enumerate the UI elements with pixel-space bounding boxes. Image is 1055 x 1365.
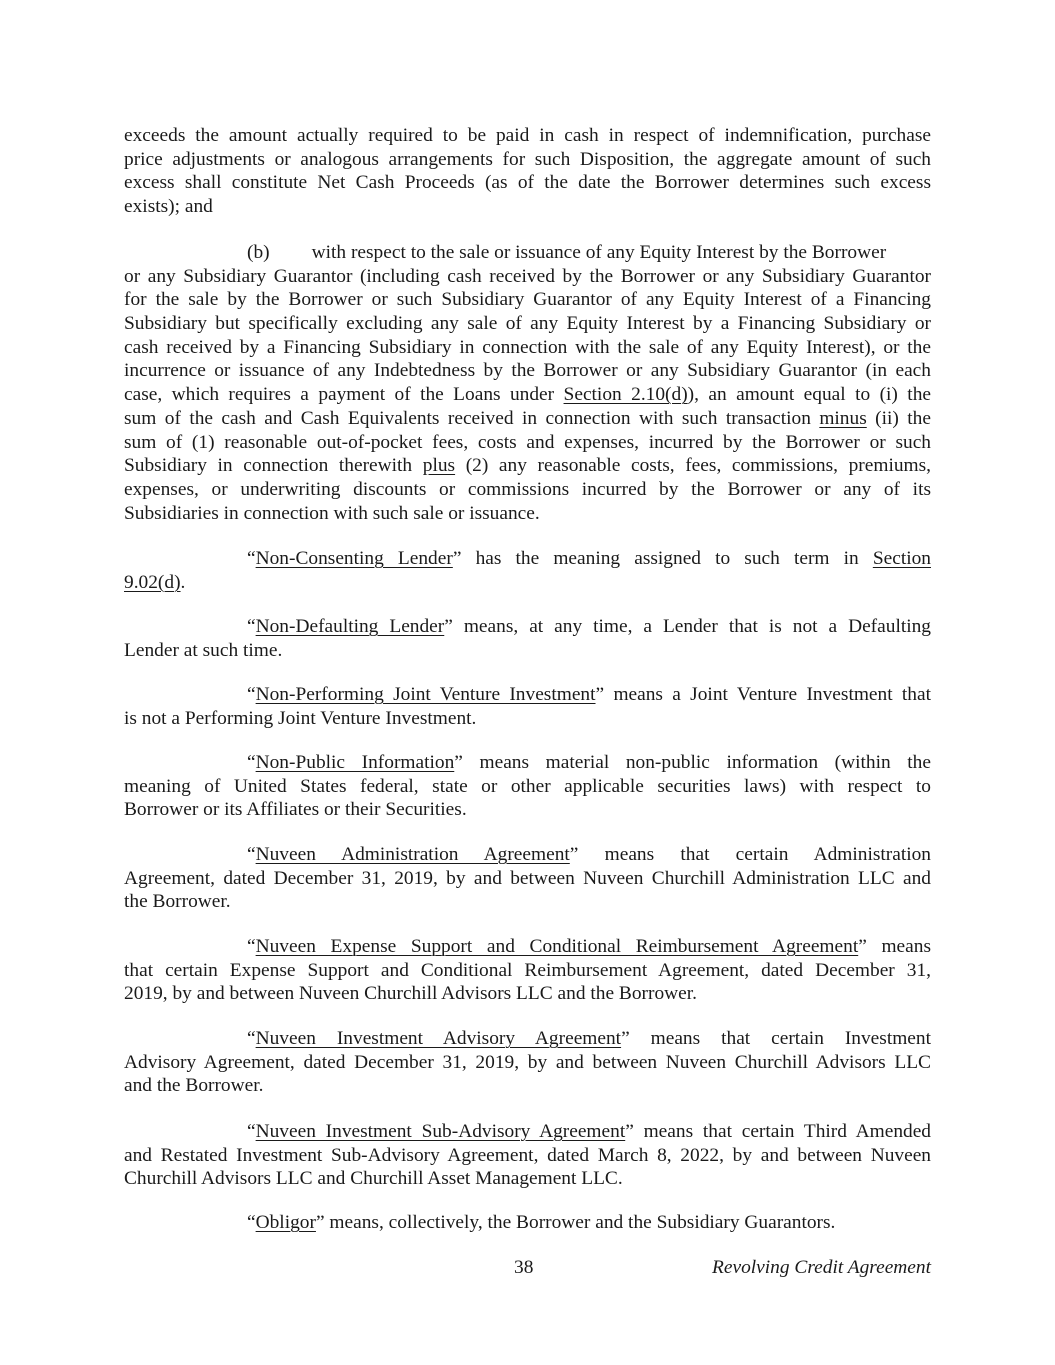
quote-close: ” (858, 936, 867, 957)
text-line: 2019, by and between Nuveen Churchill Advisors LLC and the Borrower. (124, 983, 697, 1005)
definition-non-public-information (124, 751, 931, 822)
defined-term: Non-Performing Joint Venture Investment (255, 684, 596, 705)
text-line: expenses, or underwriting discounts or commissions incurred by the Borrower or any of its (124, 478, 931, 500)
quote-open: “ (247, 548, 256, 569)
quote-open: “ (247, 1028, 256, 1049)
text-line: Agreement, dated December 31, 2019, by and between Nuveen Churchill Administration LLC and (124, 867, 931, 889)
text-line: Subsidiary but specifically excluding any sale of any Equity Interest by a Financing Subsidiary or (124, 313, 931, 335)
text-run: (ii) the (875, 407, 931, 429)
definition-non-performing-jv-investment (124, 683, 931, 730)
paragraph-clause-b (124, 241, 931, 525)
text-line (124, 547, 931, 571)
text-line (124, 407, 931, 431)
text-run: has the meaning assigned to such term in (475, 548, 859, 569)
clause-text: with respect to the sale or issuance of any Equity Interest by the Borrower (311, 242, 887, 263)
definition-obligor (124, 1211, 931, 1235)
page-number: 38 (514, 1257, 534, 1278)
defined-term: Nuveen Investment Advisory Agreement (255, 1028, 622, 1049)
text-line: for the sale by the Borrower or such Subsidiary Guarantor of any Equity Interest of a Financing (124, 289, 931, 311)
text-line: is not a Performing Joint Venture Investment. (124, 707, 477, 729)
text-line: Advisory Agreement, dated December 31, 2019, by and between Nuveen Churchill Advisors LLC (124, 1051, 931, 1073)
text-run: (2) any reasonable costs, fees, commissions, premiums, (465, 455, 932, 477)
text-run: means that certain Investment (650, 1028, 931, 1049)
text-line (124, 1120, 931, 1144)
text-line: price adjustments or analogous arrangements for such Disposition, the aggregate amount of such (124, 148, 931, 170)
text-run: ), an amount equal to (i) the (687, 384, 931, 406)
text-run: means material non-public information (within the (479, 752, 931, 773)
text-run: means that certain Administration (604, 844, 931, 865)
defined-term: Non-Public Information (255, 752, 455, 773)
text-line (124, 935, 931, 959)
defined-term: Non-Defaulting Lender (255, 616, 445, 637)
quote-close: ” (452, 548, 462, 569)
quote-close: ” (454, 752, 463, 773)
text-line: Borrower or its Affiliates or their Securities. (124, 799, 467, 821)
text-run: Subsidiary in connection therewith (124, 455, 413, 477)
quote-open: “ (247, 844, 256, 865)
text-line (124, 383, 931, 407)
text-line: Lender at such time. (124, 639, 283, 661)
defined-term: Nuveen Expense Support and Conditional Reimbursement Agreement (255, 936, 859, 957)
quote-open: “ (247, 616, 256, 637)
page-footer (0, 1256, 1055, 1280)
text-line: meaning of United States federal, state or other applicable securities laws) with respect to (124, 775, 931, 797)
text-line: exists); and (124, 196, 213, 218)
quote-close: ” (621, 1028, 630, 1049)
quote-open: “ (247, 936, 256, 957)
paragraph-net-cash-proceeds-continued (124, 124, 931, 219)
quote-close: ” (444, 616, 453, 637)
text-line (124, 571, 931, 595)
definition-nuveen-investment-sub-advisory-agreement (124, 1120, 931, 1191)
text-line (124, 615, 931, 639)
defined-term: Non-Consenting Lender (255, 548, 453, 569)
text-line: sum of (1) reasonable out-of-pocket fees, costs and expenses, incurred by the Borrower or such (124, 431, 931, 453)
emphasis-plus: plus (422, 455, 456, 477)
quote-close: ” (595, 684, 605, 705)
definition-nuveen-investment-advisory-agreement (124, 1027, 931, 1098)
quote-open: “ (247, 1212, 256, 1233)
text-line (124, 1211, 931, 1235)
text-line: the Borrower. (124, 891, 231, 913)
text-run: means that certain Third Amended (643, 1121, 932, 1142)
quote-open: “ (247, 1121, 256, 1142)
quote-open: “ (247, 684, 256, 705)
quote-close: ” (569, 844, 579, 865)
text-run: means a Joint Venture Investment that (613, 684, 931, 705)
text-line: excess shall constitute Net Cash Proceeds (as of the date the Borrower determines such excess (124, 172, 931, 194)
clause-label: (b) (247, 242, 270, 263)
text-run: means (881, 936, 931, 957)
text-line (124, 1027, 931, 1051)
text-line (124, 454, 931, 478)
defined-term: Nuveen Investment Sub-Advisory Agreement (255, 1121, 626, 1142)
text-line (124, 683, 931, 707)
text-line: and Restated Investment Sub-Advisory Agreement, dated March 8, 2022, by and between Nuveen (124, 1144, 931, 1166)
text-run: sum of the cash and Cash Equivalents received in connection with such transaction (124, 407, 811, 429)
text-line (124, 241, 931, 265)
emphasis-minus: minus (819, 407, 867, 429)
section-reference-link[interactable]: Section (872, 548, 931, 569)
text-line (124, 843, 931, 867)
text-line: Churchill Advisors LLC and Churchill Asset Management LLC. (124, 1168, 623, 1190)
definition-nuveen-expense-support-agreement (124, 935, 931, 1006)
quote-close: ” (625, 1121, 634, 1142)
text-line: incurrence or issuance of any Indebtedness by the Borrower or any Subsidiary Guarantor (in each (124, 360, 931, 382)
text-run: . (180, 571, 186, 593)
text-line: Subsidiaries in connection with such sale or issuance. (124, 502, 540, 524)
definition-non-consenting-lender (124, 547, 931, 594)
defined-term: Obligor (255, 1212, 316, 1233)
text-line: exceeds the amount actually required to be paid in cash in respect of indemnification, purchase (124, 125, 931, 146)
text-run: case, which requires a payment of the Loans under (124, 384, 555, 406)
text-line: cash received by a Financing Subsidiary in connection with the sale of any Equity Interest), or the (124, 336, 931, 358)
text-run: means, collectively, the Borrower and the Subsidiary Guarantors. (329, 1212, 836, 1233)
defined-term: Nuveen Administration Agreement (255, 844, 570, 865)
text-line: that certain Expense Support and Conditional Reimbursement Agreement, dated December 31, (124, 959, 931, 981)
section-reference-link[interactable]: 9.02(d) (124, 571, 181, 593)
quote-close: ” (315, 1212, 325, 1233)
document-title: Revolving Credit Agreement (712, 1257, 931, 1278)
text-line: or any Subsidiary Guarantor (including cash received by the Borrower or any Subsidiary Guarantor (124, 265, 931, 287)
text-run: means, at any time, a Lender that is not a Defaulting (463, 616, 931, 637)
definition-non-defaulting-lender (124, 615, 931, 662)
text-line: and the Borrower. (124, 1075, 264, 1097)
definition-nuveen-administration-agreement (124, 843, 931, 914)
quote-open: “ (247, 752, 256, 773)
text-line (124, 751, 931, 775)
section-reference-link[interactable]: Section 2.10(d) (563, 384, 688, 406)
